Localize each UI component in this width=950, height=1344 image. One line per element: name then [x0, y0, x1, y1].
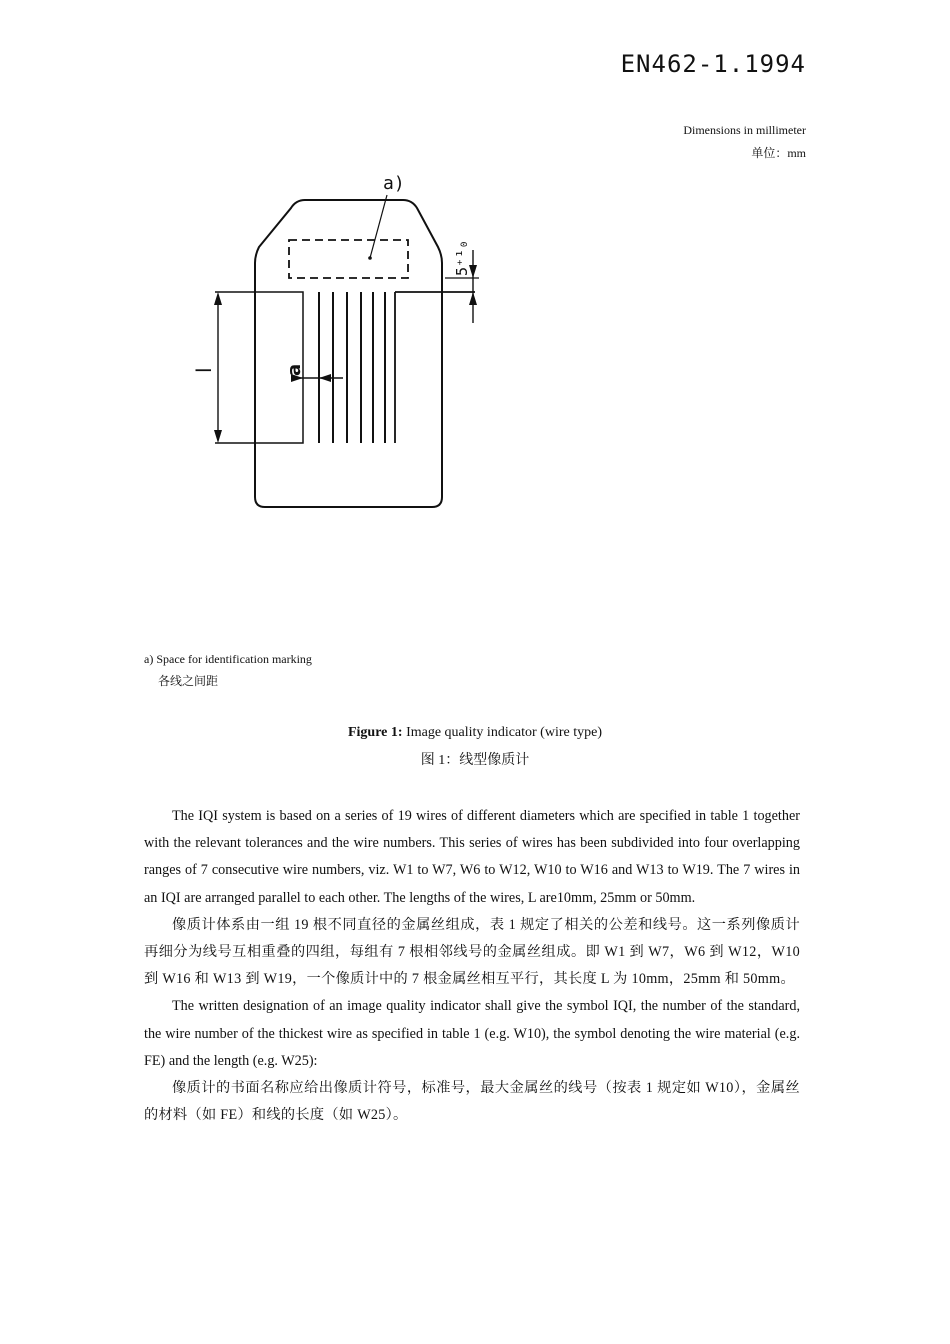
caption-en: [0, 719, 950, 747]
figure-footnote: [144, 648, 312, 692]
paragraph-2-zh: 像质计的书面名称应给出像质计符号，标准号，最大金属丝的线号（按表 1 规定如 W10），金属丝的材料（如 FE）和线的长度（如 W25）。: [144, 1080, 800, 1124]
footnote-zh: 各线之间距: [158, 674, 219, 688]
standard-code: EN462-1.1994: [620, 50, 806, 78]
caption-zh: 图 1：线型像质计: [420, 753, 530, 768]
wire-spacing-label: a: [284, 363, 305, 376]
marking-leader: [370, 195, 387, 258]
length-label: l: [192, 367, 216, 373]
paragraph-1-zh: 像质计体系由一组 19 根不同直径的金属丝组成，表 1 规定了相关的公差和线号。这一系列像质计再细分为线号互相重叠的四组，每组有 7 根相邻线号的金属丝组成。即 W1 到 W7，W6 到 W12，W10 到 W16 和 W13 到 W19，一个像质计中的 7 根金属丝相互平行，其长度 L 为 10mm，25mm 和 50mm。: [144, 916, 800, 988]
dimensions-note: [683, 119, 806, 165]
iqi-drawing: [192, 165, 495, 525]
offset-dim-label: 5⁺¹₀: [453, 239, 471, 276]
paragraph-2-en: The written designation of an image quality indicator shall give the symbol IQI, the number of the standard, the wire number of the thickest wire as specified in table 1 (e.g. W10), the symbol denoting the wire material (e.g. FE) and the length (e.g. W25):: [144, 998, 800, 1069]
dimensions-note-en: Dimensions in millimeter: [683, 123, 806, 137]
footnote-en: a) Space for identification marking: [144, 652, 312, 666]
caption-en-text: Image quality indicator (wire type): [402, 725, 602, 740]
wire-window-right-leg: [395, 292, 475, 443]
paragraph-1-en: The IQI system is based on a series of 19 wires of different diameters which are specified in table 1 together with the relevant tolerances and the wire numbers. This series of wires has been subdivided into four overlapping ranges of 7 consecutive wire numbers, viz. W1 to W7, W6 to W12, W10 to W16 and W13 to W19. The 7 wires in an IQI are arranged parallel to each other. The lengths of the wires, L are10mm, 25mm or 50mm.: [144, 808, 800, 906]
dimensions-note-zh: 单位：mm: [751, 146, 806, 160]
marking-space-label: a): [383, 173, 405, 194]
body-text: [144, 803, 800, 1129]
caption-en-bold: Figure 1:: [347, 725, 403, 740]
iqi-outline: [255, 200, 442, 507]
iqi-figure: [192, 165, 495, 525]
marking-space-box: [289, 240, 408, 278]
figure-caption: [0, 719, 950, 775]
